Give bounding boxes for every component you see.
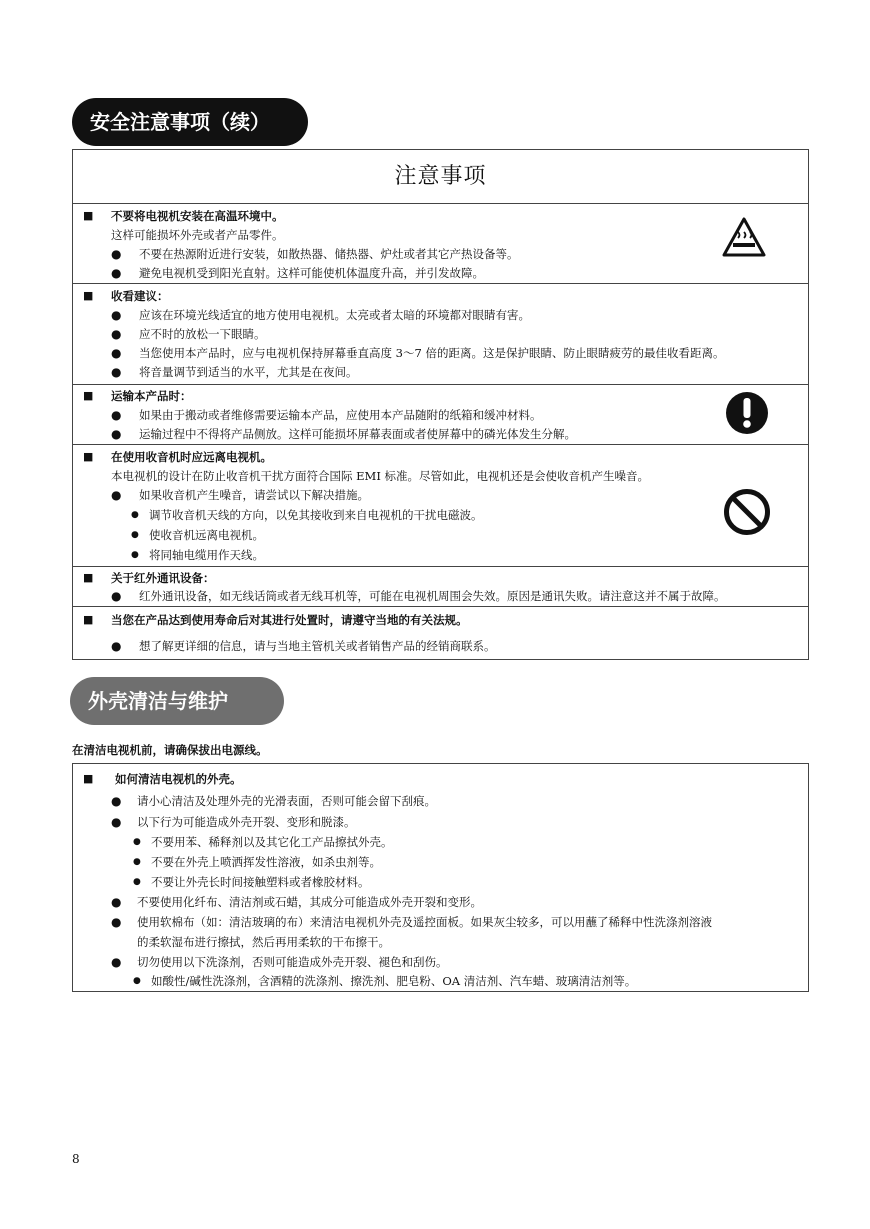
sub-list-item: 使收音机远离电视机。 [149,528,264,542]
sub-list-item: 如酸性/碱性洗涤剂，含酒精的洗涤剂、擦洗剂、肥皂粉、OA 清洁剂、汽车蜡、玻璃清洁剂等。 [151,974,637,988]
square-bullet: ■ [83,772,94,785]
list-item: 以下行为可能造成外壳开裂、变形和脱漆。 [137,815,356,829]
small-bullet: ● [131,510,139,520]
section-text: 本电视机的设计在防止收音机干扰方面符合国际 EMI 标准。尽管如此，电视机还是会使收音机产生噪音。 [111,469,650,483]
section-disposal [73,607,808,660]
bullet: ● [111,427,122,441]
bullet: ● [111,794,122,808]
section-heading: 运输本产品时： [111,389,192,403]
sub-list-item: 不要在外壳上喷洒挥发性溶液，如杀虫剂等。 [151,855,381,869]
prohibition-icon [723,488,771,536]
caution-box-title: 注意事项 [73,150,808,204]
section-heading: 在使用收音机时应远离电视机。 [111,450,272,464]
section-viewing-advice [73,284,808,385]
section-transport [73,385,808,445]
sub-list-item: 将同轴电缆用作天线。 [149,548,264,562]
small-bullet: ● [133,837,141,847]
list-item: 切勿使用以下洗涤剂，否则可能造成外壳开裂、褪色和刮伤。 [137,955,448,969]
bullet: ● [111,408,122,422]
small-bullet: ● [131,550,139,560]
section-radio-interference [73,445,808,567]
list-item-continuation: 的柔软湿布进行擦拭，然后再用柔软的干布擦干。 [137,935,390,949]
section-infrared [73,567,808,607]
list-item: 将音量调节到适当的水平，尤其是在夜间。 [139,365,358,379]
bullet: ● [111,915,122,929]
pre-cleaning-note: 在清洁电视机前，请确保拔出电源线。 [72,743,268,757]
list-item: 如果由于搬动或者维修需要运输本产品，应使用本产品随附的纸箱和缓冲材料。 [139,408,542,422]
list-item: 想了解更详细的信息，请与当地主管机关或者销售产品的经销商联系。 [139,639,496,653]
list-item: 不要使用化纤布、清洁剂或石蜡，其成分可能造成外壳开裂和变形。 [137,895,482,909]
list-item: 避免电视机受到阳光直射。这样可能使机体温度升高，并引发故障。 [139,266,484,280]
section-heading: 关于红外通讯设备： [111,571,215,585]
bullet: ● [111,955,122,969]
sub-list-item: 调节收音机天线的方向，以免其接收到来自电视机的干扰电磁波。 [149,508,483,522]
section-heading: 不要将电视机安装在高温环境中。 [111,209,284,223]
square-bullet: ■ [83,389,94,402]
bullet: ● [111,327,122,341]
bullet: ● [111,308,122,322]
sub-list-item: 不要用苯、稀释剂以及其它化工产品擦拭外壳。 [151,835,393,849]
small-bullet: ● [133,857,141,867]
small-bullet: ● [133,877,141,887]
square-bullet: ■ [83,571,94,584]
list-item: 应该在环境光线适宜的地方使用电视机。太亮或者太暗的环境都对眼睛有害。 [139,308,530,322]
square-bullet: ■ [83,450,94,463]
bullet: ● [111,639,122,653]
bullet: ● [111,815,122,829]
list-item: 应不时的放松一下眼睛。 [139,327,266,341]
list-item: 不要在热源附近进行安装，如散热器、储热器、炉灶或者其它产热设备等。 [139,247,519,261]
section-heading: 当您在产品达到使用寿命后对其进行处置时，请遵守当地的有关法规。 [111,613,468,627]
bullet: ● [111,589,122,603]
hot-surface-warning-icon [721,216,767,258]
small-bullet: ● [131,530,139,540]
square-bullet: ■ [83,209,94,222]
section-heading: 收看建议： [111,289,169,303]
bullet: ● [111,488,122,502]
list-item: 红外通讯设备，如无线话筒或者无线耳机等，可能在电视机周围会失效。原因是通讯失败。请注意这并不属于故障。 [139,589,726,603]
section-title-safety: 安全注意事项（续） [72,98,308,146]
bullet: ● [111,266,122,280]
caution-box [72,149,809,660]
bullet: ● [111,895,122,909]
section-title-cleaning: 外壳清洁与维护 [70,677,284,725]
small-bullet: ● [133,976,141,986]
section-high-temperature [73,204,808,284]
exclamation-icon [725,391,769,435]
list-item: 当您使用本产品时，应与电视机保持屏幕垂直高度 3～7 倍的距离。这是保护眼睛、防止眼睛疲劳的最佳收看距离。 [139,346,725,360]
bullet: ● [111,365,122,379]
bullet: ● [111,247,122,261]
bullet: ● [111,346,122,360]
square-bullet: ■ [83,613,94,626]
list-item: 运输过程中不得将产品侧放。这样可能损坏屏幕表面或者使屏幕中的磷光体发生分解。 [139,427,576,441]
cleaning-box [72,763,809,992]
list-item: 如果收音机产生噪音，请尝试以下解决措施。 [139,488,369,502]
section-text: 这样可能损坏外壳或者产品零件。 [111,228,284,242]
sub-list-item: 不要让外壳长时间接触塑料或者橡胶材料。 [151,875,370,889]
page-number: 8 [72,1152,80,1166]
section-heading: 如何清洁电视机的外壳。 [115,772,242,786]
square-bullet: ■ [83,289,94,302]
list-item: 请小心清洁及处理外壳的光滑表面，否则可能会留下刮痕。 [137,794,436,808]
list-item: 使用软棉布（如：清洁玻璃的布）来清洁电视机外壳及遥控面板。如果灰尘较多，可以用蘸了稀释中性洗涤剂溶液 [137,915,712,929]
